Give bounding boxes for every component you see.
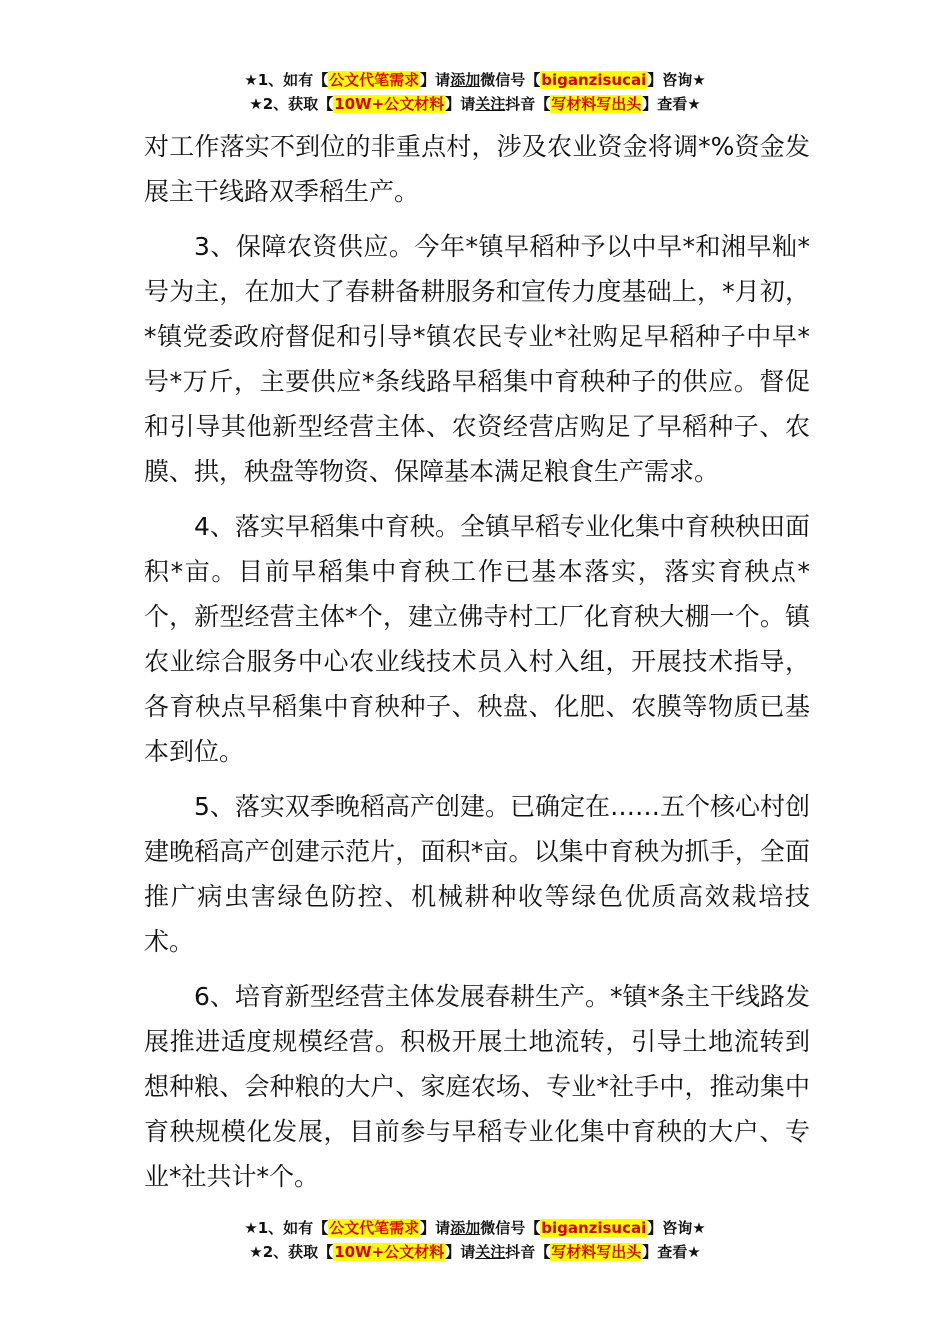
douyin-account: 写材料写出头 <box>551 95 642 113</box>
wechat-id: biganzisucai <box>541 71 647 89</box>
paragraph: 5、落实双季晚稻高产创建。已确定在……五个核心村创建晚稻高产创建示范片，面积*亩。以集中育秧为抓手，全面推广病虫害绿色防控、机械耕种收等绿色优质高效栽培技术。 <box>144 792 810 956</box>
promo-line-2: ★2、获取【10W+公文材料】请关注抖音【写材料写出头】查看★ <box>249 95 701 113</box>
promo-highlight: 10W+公文材料 <box>334 95 445 113</box>
promo-line-1: ★1、如有【公文代笔需求】请添加微信号【biganzisucai】咨询★ <box>244 1219 706 1237</box>
wechat-id: biganzisucai <box>541 1219 647 1237</box>
promo-line-1: ★1、如有【公文代笔需求】请添加微信号【biganzisucai】咨询★ <box>244 71 706 89</box>
paragraph: 对工作落实不到位的非重点村，涉及农业资金将调*%资金发展主干线路双季稻生产。 <box>144 132 810 206</box>
promo-highlight: 公文代笔需求 <box>329 71 420 89</box>
paragraph: 3、保障农资供应。今年*镇早稻种予以中早*和湘早籼*号为主，在加大了春耕备耕服务和宣传力度基础上，*月初，*镇党委政府督促和引导*镇农民专业*社购足早稻种子中早*号*万斤，主要供应*条线路早稻集中育秧种子的供应。督促和引导其他新型经营主体、农资经营店购足了早稻种子、农膜、拱，秧盘等物资、保障基本满足粮食生产需求。 <box>144 232 810 486</box>
promo-line-2: ★2、获取【10W+公文材料】请关注抖音【写材料写出头】查看★ <box>249 1243 701 1261</box>
document-body <box>144 124 810 1199</box>
header-promo-banner <box>0 68 950 116</box>
paragraph: 6、培育新型经营主体发展春耕生产。*镇*条主干线路发展推进适度规模经营。积极开展土地流转，引导土地流转到想种粮、会种粮的大户、家庭农场、专业*社手中，推动集中育秧规模化发展，目前参与早稻专业化集中育秧的大户、专业*社共计*个。 <box>144 982 810 1191</box>
promo-highlight: 10W+公文材料 <box>334 1243 445 1261</box>
douyin-account: 写材料写出头 <box>551 1243 642 1261</box>
promo-highlight: 公文代笔需求 <box>329 1219 420 1237</box>
footer-promo-banner <box>0 1216 950 1264</box>
paragraph: 4、落实早稻集中育秧。全镇早稻专业化集中育秧秧田面积*亩。目前早稻集中育秧工作已基本落实，落实育秧点*个，新型经营主体*个，建立佛寺村工厂化育秧大棚一个。镇农业综合服务中心农业线技术员入村入组，开展技术指导，各育秧点早稻集中育秧种子、秧盘、化肥、农膜等物质已基本到位。 <box>144 512 810 766</box>
